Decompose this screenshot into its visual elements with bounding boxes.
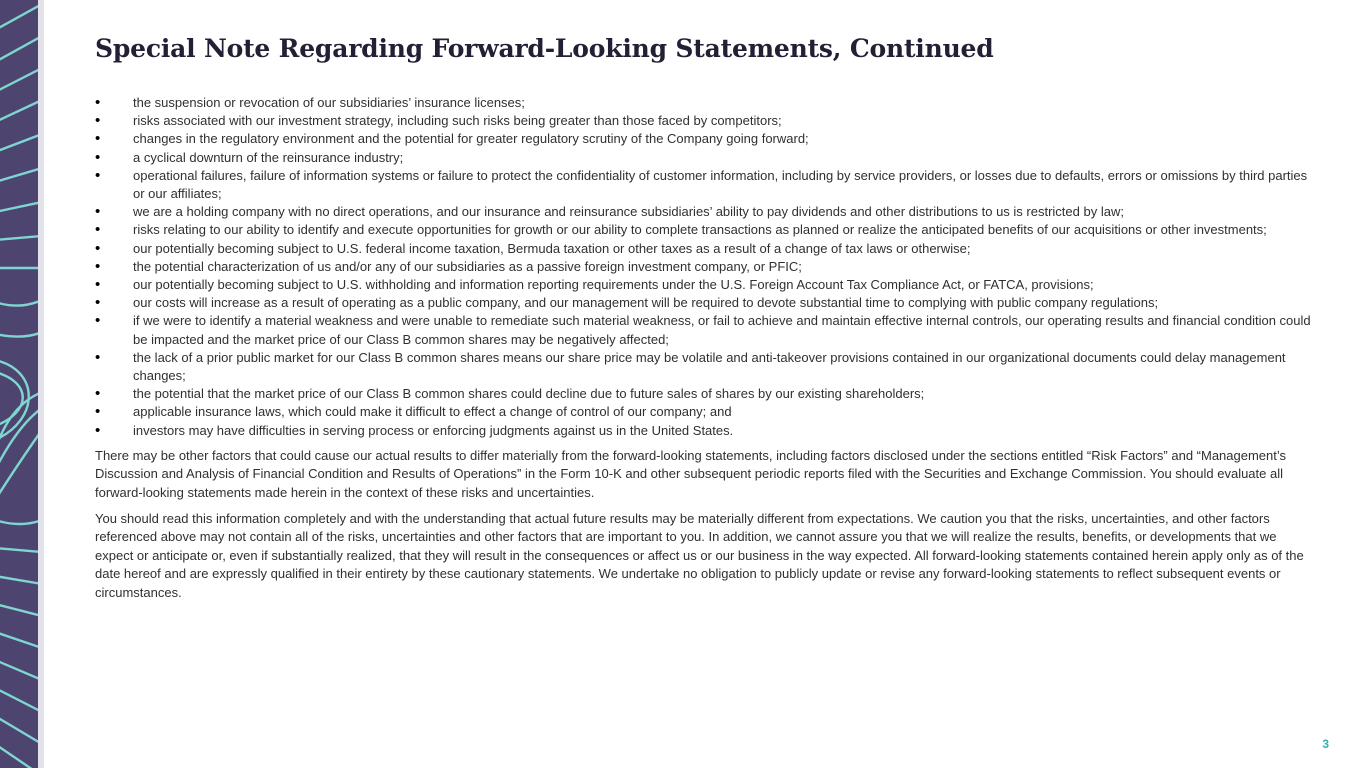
slide-body: [95, 94, 1313, 603]
list-item: • the lack of a prior public market for our Class B common shares means our share price may be volatile and anti-takeover provisions contained in our organizational documents could delay management changes;: [95, 349, 1313, 385]
side-divider: [38, 0, 44, 768]
list-item: • the suspension or revocation of our subsidiaries’ insurance licenses;: [95, 94, 1313, 112]
list-item: • if we were to identify a material weakness and were unable to remediate such material weakness, or fail to achieve and maintain effective internal controls, our operating results and financial condition could be impacted and the market price of our Class B common shares may be negatively affected;: [95, 312, 1313, 348]
list-item: • our costs will increase as a result of operating as a public company, and our management will be required to devote substantial time to complying with public company regulations;: [95, 294, 1313, 312]
list-item: • our potentially becoming subject to U.S. federal income taxation, Bermuda taxation or other taxes as a result of a change of tax laws or otherwise;: [95, 240, 1313, 258]
page-number: 3: [1322, 737, 1329, 751]
other-factors-paragraph: There may be other factors that could cause our actual results to differ materially from the forward-looking statements, including factors disclosed under the sections entitled “Risk Factors” and “Management’s Discussion and Analysis of Financial Condition and Results of Operations” in the Form 10-K and other subsequent periodic reports filed with the Securities and Exchange Commission. You should evaluate all forward-looking statements made herein in the context of these risks and uncertainties.: [95, 447, 1287, 501]
risk-factor-list: [95, 94, 1313, 440]
decorative-side-band: [0, 0, 38, 768]
list-item: • applicable insurance laws, which could make it difficult to effect a change of control of our company; and: [95, 403, 1313, 421]
list-item: • operational failures, failure of information systems or failure to protect the confidentiality of customer information, including by service providers, or losses due to defaults, errors or omissions by third parties or our affiliates;: [95, 167, 1313, 203]
slide-title: Special Note Regarding Forward-Looking Statements, Continued: [95, 34, 994, 63]
list-item: • the potential that the market price of our Class B common shares could decline due to future sales of shares by our existing shareholders;: [95, 385, 1313, 403]
list-item: • risks associated with our investment strategy, including such risks being greater than those faced by competitors;: [95, 112, 1313, 130]
wave-pattern-graphic: [0, 0, 38, 768]
list-item: • the potential characterization of us and/or any of our subsidiaries as a passive foreign investment company, or PFIC;: [95, 258, 1313, 276]
list-item: • investors may have difficulties in serving process or enforcing judgments against us in the United States.: [95, 422, 1313, 440]
list-item: • a cyclical downturn of the reinsurance industry;: [95, 149, 1313, 167]
caution-paragraph: You should read this information completely and with the understanding that actual future results may be materially different from expectations. We caution you that the risks, uncertainties, and other factors referenced above may not contain all of the risks, uncertainties and other factors that are important to you. In addition, we cannot assure you that we will realize the results, benefits, or developments that we expect or anticipate or, even if substantially realized, that they will result in the consequences or affect us or our business in the way expected. All forward-looking statements contained herein apply only as of the date hereof and are expressly qualified in their entirety by these cautionary statements. We undertake no obligation to publicly update or revise any forward-looking statements to reflect subsequent events or circumstances.: [95, 510, 1304, 601]
list-item: • our potentially becoming subject to U.S. withholding and information reporting requirements under the U.S. Foreign Account Tax Compliance Act, or FATCA, provisions;: [95, 276, 1313, 294]
list-item: • changes in the regulatory environment and the potential for greater regulatory scrutiny of the Company going forward;: [95, 130, 1313, 148]
list-item: • we are a holding company with no direct operations, and our insurance and reinsurance subsidiaries’ ability to pay dividends and other distributions to us is restricted by law;: [95, 203, 1313, 221]
list-item: • risks relating to our ability to identify and execute opportunities for growth or our ability to complete transactions as planned or realize the anticipated benefits of our acquisitions or other investments;: [95, 221, 1313, 239]
